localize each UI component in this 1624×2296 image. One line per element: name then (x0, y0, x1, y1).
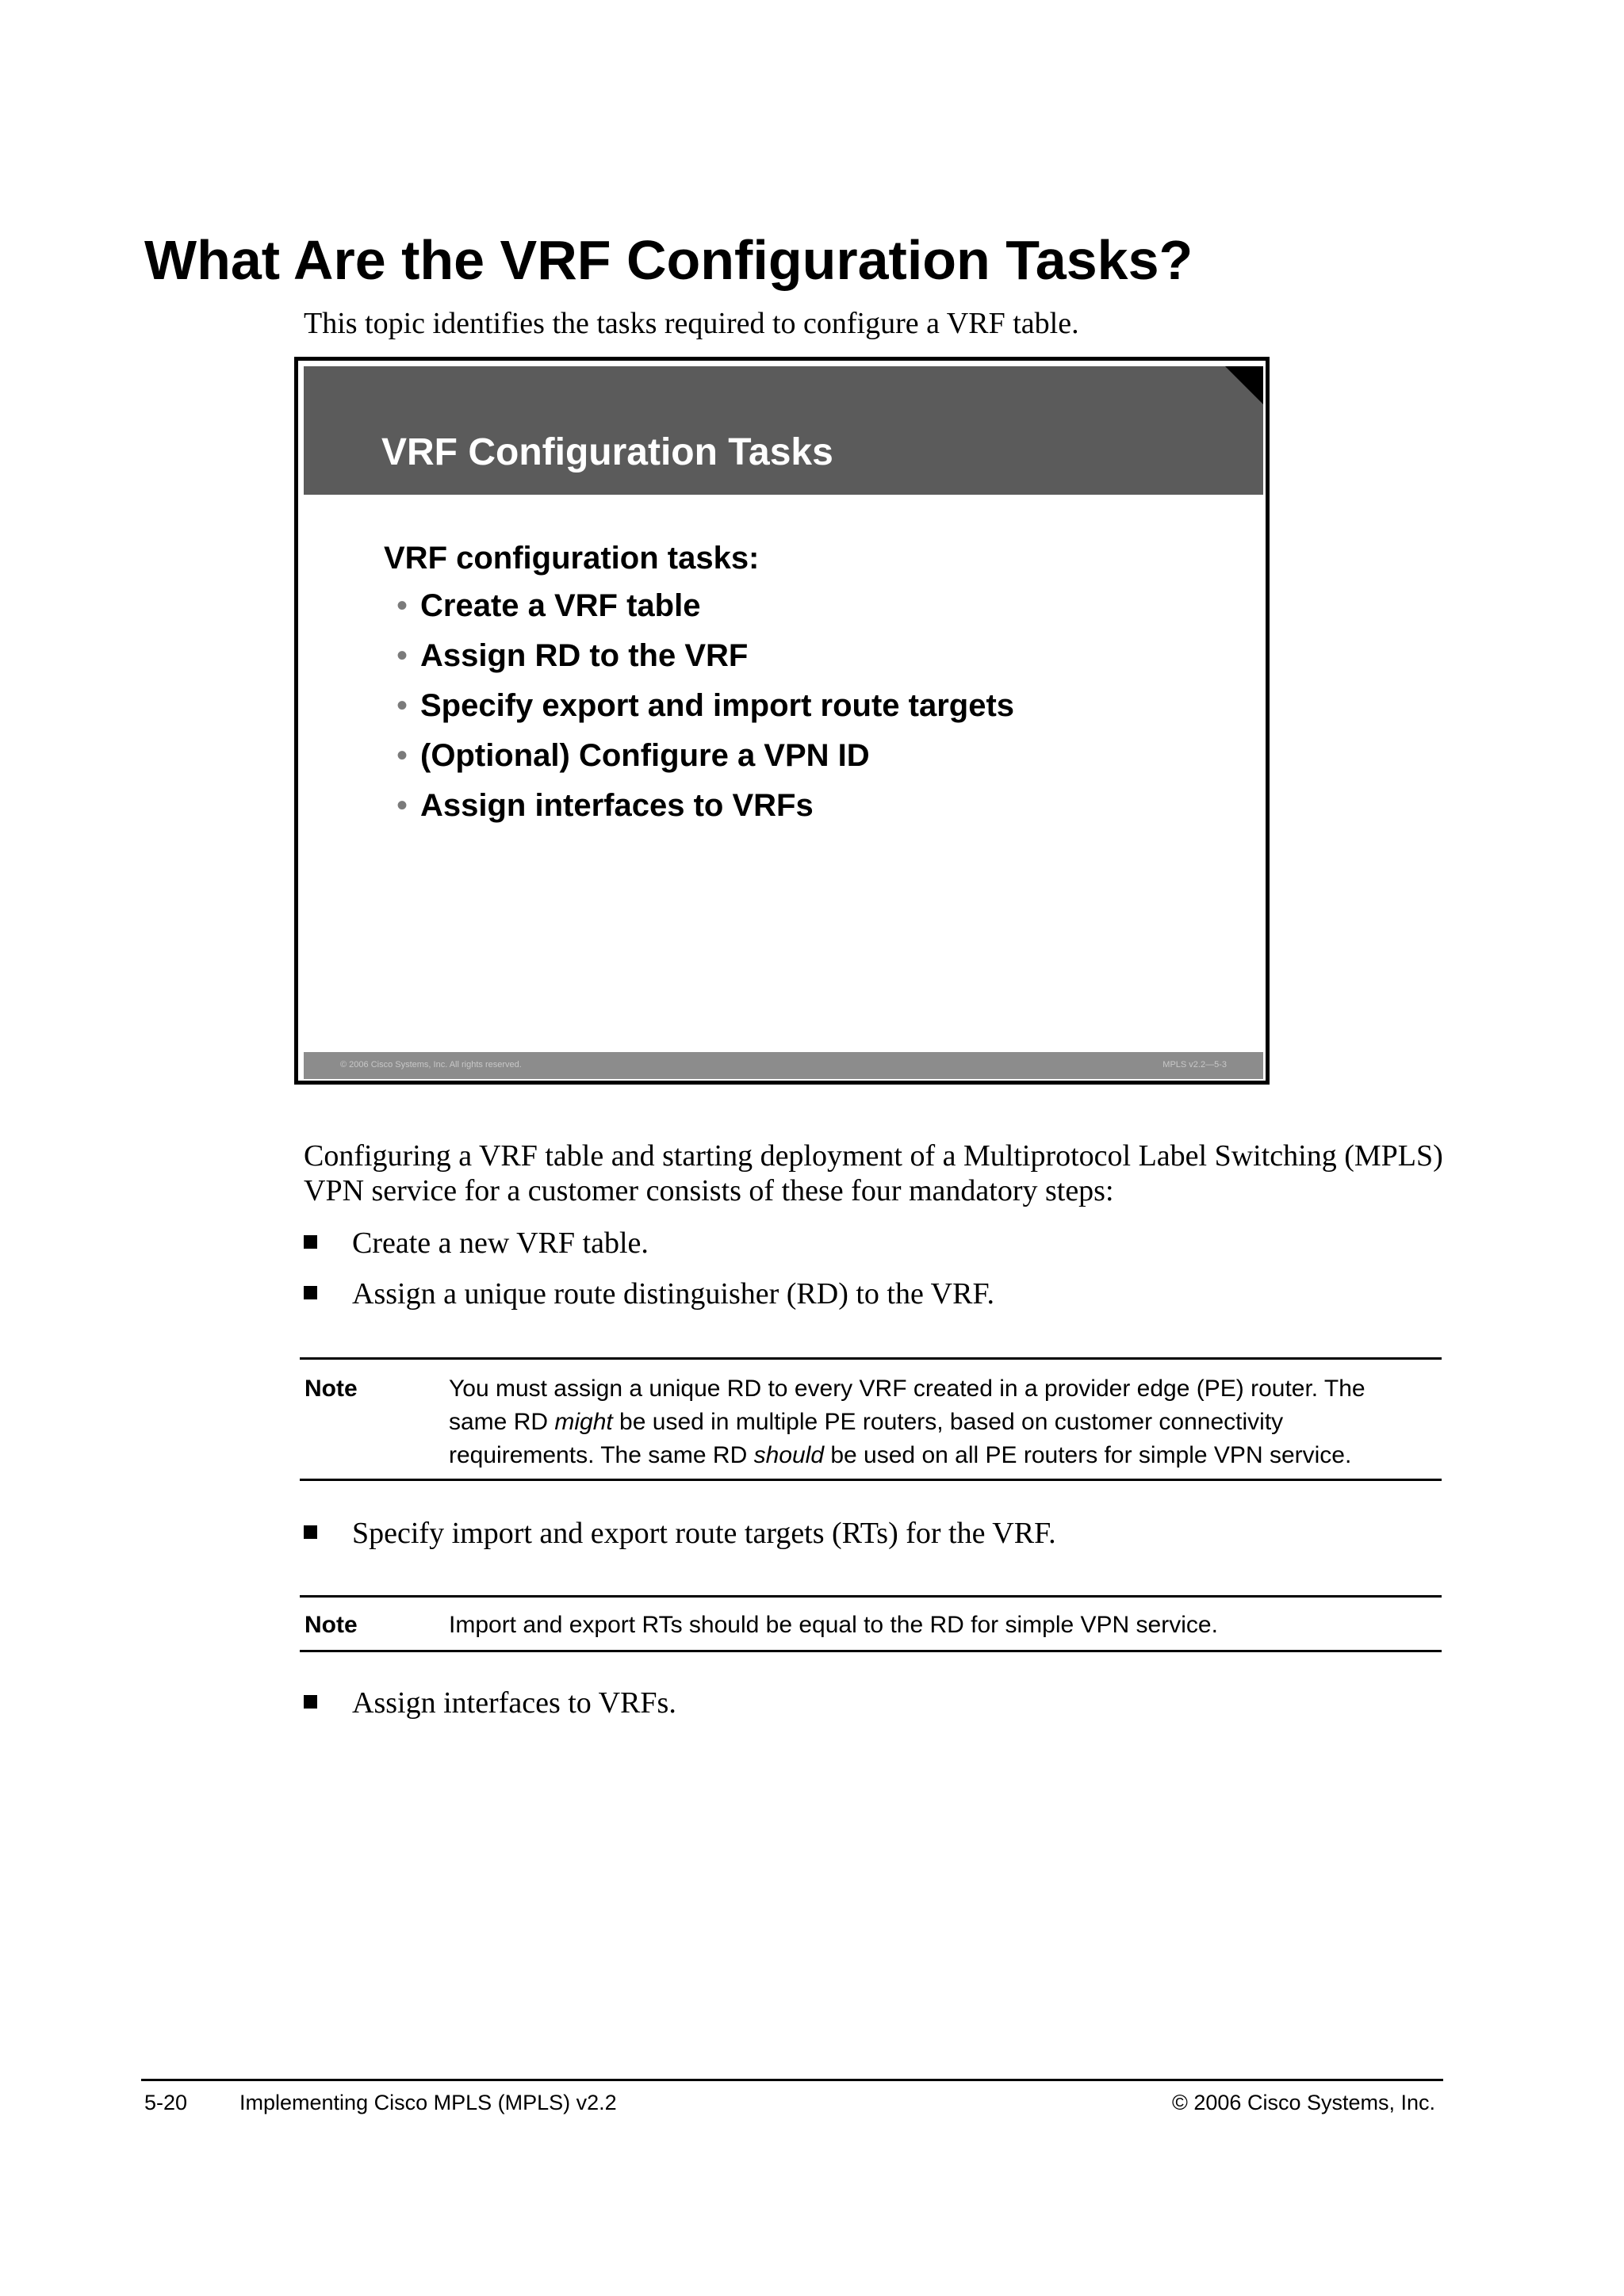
body-paragraph: Configuring a VRF table and starting deployment of a Multiprotocol Label Switching (MPLS) VPN service for a customer consists of these four mandatory steps: (304, 1139, 1443, 1207)
square-bullet-icon (304, 1695, 317, 1709)
bullet-dot-icon: • (396, 588, 408, 623)
slide-list-item (396, 686, 1014, 736)
slide-header (304, 366, 1263, 495)
footer-page-number: 5-20 (144, 2091, 188, 2114)
slide-list-item (396, 586, 1014, 636)
slide-title: VRF Configuration Tasks (381, 431, 833, 473)
slide-list-item (396, 636, 1014, 686)
slide-task-list (396, 586, 1014, 836)
intro-text: This topic identifies the tasks required to configure a VRF table. (304, 307, 1079, 340)
slide-footer-bar (304, 1052, 1263, 1079)
slide-code: MPLS v2.2—5-3 (1162, 1060, 1227, 1070)
note-emphasis: should (753, 1442, 825, 1468)
page-title: What Are the VRF Configuration Tasks? (144, 229, 1193, 291)
footer-divider (141, 2079, 1443, 2081)
list-item (304, 1224, 649, 1262)
note-text-part: be used on all PE routers for simple VPN service. (824, 1442, 1352, 1468)
note-text-part: be used in multiple PE routers, based on customer connectivity requirements. The same RD (449, 1409, 1284, 1468)
bullet-dot-icon: • (396, 738, 408, 773)
list-item (304, 1514, 1056, 1552)
slide-list-item (396, 736, 1014, 786)
list-item-text: Specify import and export route targets (RTs) for the VRF. (352, 1517, 1056, 1550)
slide-corner-mark (1225, 366, 1263, 404)
slide-list-item (396, 786, 1014, 836)
square-bullet-icon (304, 1286, 317, 1299)
list-item (304, 1684, 676, 1722)
bullet-dot-icon: • (396, 688, 408, 723)
slide-item-text: Assign RD to the VRF (420, 638, 749, 673)
list-item-text: Assign a unique route distinguisher (RD) to the VRF. (352, 1277, 995, 1311)
footer-copyright: © 2006 Cisco Systems, Inc. (1171, 2091, 1435, 2114)
list-item-text: Assign interfaces to VRFs. (352, 1686, 676, 1720)
list-item-text: Create a new VRF table. (352, 1226, 649, 1260)
slide-item-text: Assign interfaces to VRFs (420, 788, 814, 823)
note-emphasis: might (554, 1409, 613, 1435)
slide-copyright: © 2006 Cisco Systems, Inc. All rights reserved. (340, 1060, 522, 1070)
bullet-dot-icon: • (396, 638, 408, 673)
note-box (300, 1595, 1442, 1652)
bullet-dot-icon: • (396, 788, 408, 823)
slide-figure (294, 357, 1270, 1085)
list-item (304, 1275, 994, 1313)
slide-lead: VRF configuration tasks: (384, 541, 760, 576)
footer-course-title: Implementing Cisco MPLS (MPLS) v2.2 (239, 2091, 617, 2114)
square-bullet-icon (304, 1235, 317, 1249)
note-label: Note (304, 1376, 358, 1402)
slide-item-text: (Optional) Configure a VPN ID (420, 738, 870, 773)
note-text-part: You must assign a unique RD to every VRF created in a provider edge (PE) router. The same RD (449, 1376, 1365, 1435)
note-box (300, 1357, 1442, 1481)
note-text (449, 1372, 1400, 1472)
slide-item-text: Specify export and import route targets (420, 688, 1015, 723)
slide-item-text: Create a VRF table (420, 588, 701, 623)
note-label: Note (304, 1612, 358, 1638)
note-text: Import and export RTs should be equal to the RD for simple VPN service. (449, 1612, 1218, 1638)
square-bullet-icon (304, 1525, 317, 1539)
